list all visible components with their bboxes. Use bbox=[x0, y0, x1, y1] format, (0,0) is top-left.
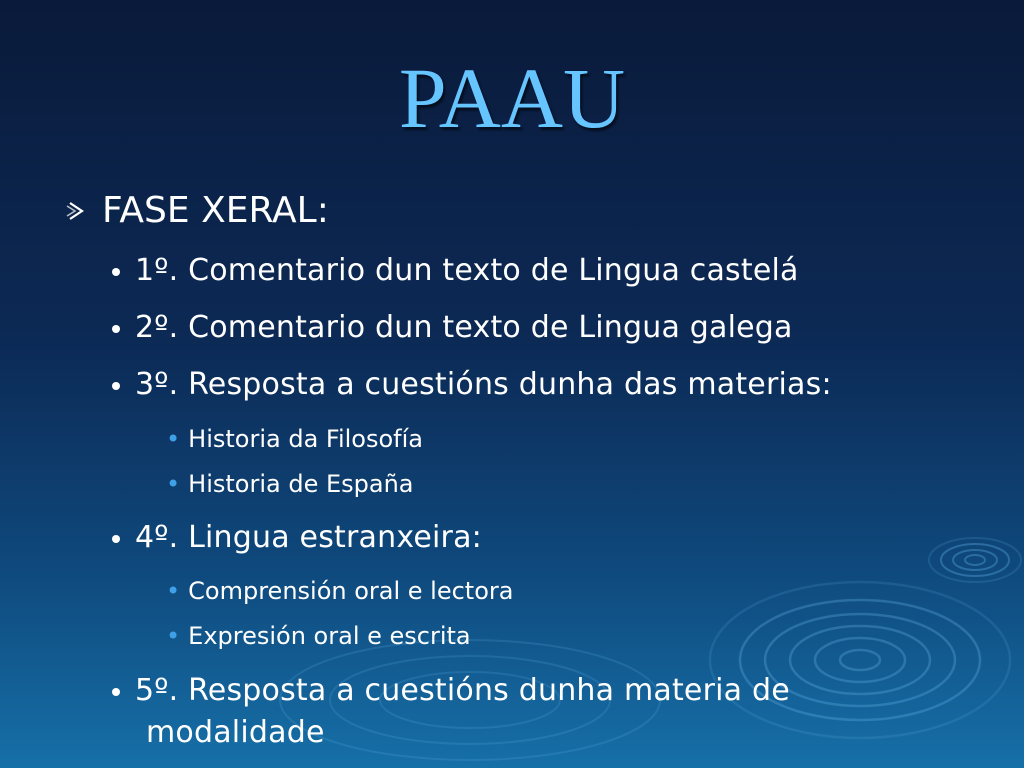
blue-dot-bullet-icon: • bbox=[166, 470, 181, 498]
arrowhead-bullet-icon bbox=[64, 196, 90, 226]
blue-dot-bullet-icon: • bbox=[166, 577, 181, 605]
sub-list-item bbox=[166, 621, 471, 651]
list-item-text: 4º. Lingua estranxeira: bbox=[135, 520, 482, 555]
round-bullet-icon bbox=[112, 688, 120, 696]
sub-list-item bbox=[166, 469, 414, 499]
round-bullet-icon bbox=[112, 535, 120, 543]
sub-list-item-text: Historia de España bbox=[188, 470, 414, 498]
list-item-text: modalidade bbox=[146, 715, 325, 750]
blue-dot-bullet-icon: • bbox=[166, 425, 181, 453]
blue-dot-bullet-icon: • bbox=[166, 622, 181, 650]
sub-list-item bbox=[166, 424, 423, 454]
list-item bbox=[112, 672, 790, 710]
sub-list-item-text: Comprensión oral e lectora bbox=[188, 577, 514, 605]
list-item-text: 2º. Comentario dun texto de Lingua galega bbox=[135, 310, 793, 345]
list-item bbox=[112, 252, 799, 290]
list-item bbox=[112, 309, 793, 347]
slide-title: PAAU bbox=[398, 50, 626, 146]
round-bullet-icon bbox=[112, 382, 120, 390]
list-item-text: 3º. Resposta a cuestións dunha das materias: bbox=[135, 367, 832, 402]
sub-list-item-text: Historia da Filosofía bbox=[188, 425, 423, 453]
heading-text: FASE XERAL: bbox=[102, 190, 329, 231]
list-item bbox=[112, 519, 482, 557]
list-item-text: 1º. Comentario dun texto de Lingua castelá bbox=[135, 253, 799, 288]
heading-fase-xeral bbox=[64, 189, 329, 233]
list-item bbox=[112, 366, 832, 404]
sub-list-item-text: Expresión oral e escrita bbox=[188, 622, 471, 650]
round-bullet-icon bbox=[112, 325, 120, 333]
list-item-text: 5º. Resposta a cuestións dunha materia de bbox=[135, 673, 790, 708]
round-bullet-icon bbox=[112, 268, 120, 276]
list-item-continuation bbox=[146, 714, 325, 752]
sub-list-item bbox=[166, 576, 513, 606]
